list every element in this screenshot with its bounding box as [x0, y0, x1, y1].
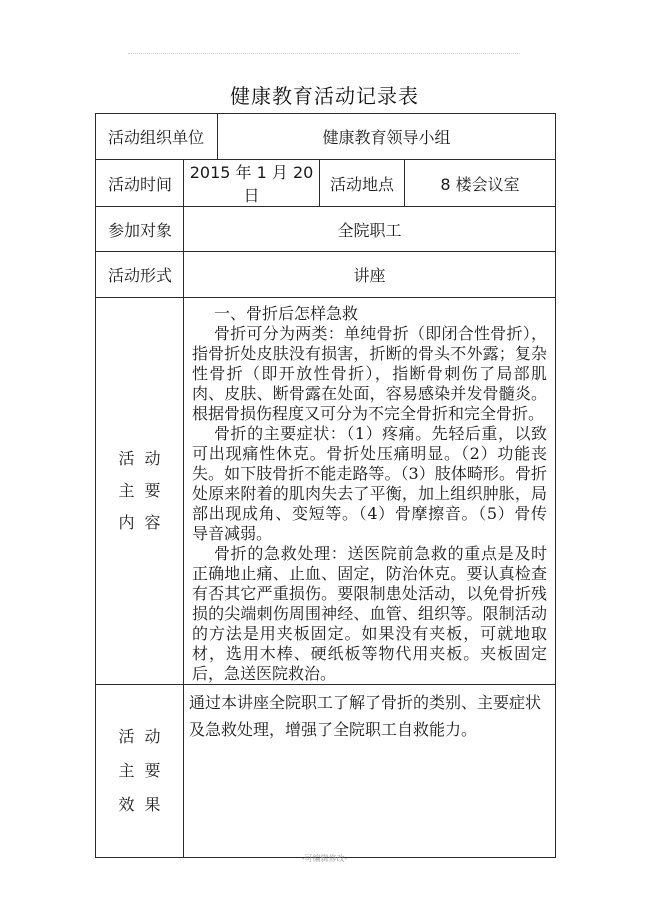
content-paragraph-first-aid: 骨折的急救处理：送医院前急救的重点是及时正确地止痛、止血、固定，防治休克。要认真检查有否其它严重损伤。要限制患处活动，以免骨折残损的尖端刺伤周围神经、血管、组织等。限制活动的方法是用夹板固定。如果没有夹板，可就地取材，选用木棒、硬纸板等物代用夹板。夹板固定后，急送医院救治。 — [192, 544, 548, 683]
participants-value: 全院职工 — [184, 207, 556, 252]
content-label-line-3: 内容 — [118, 513, 171, 532]
effect-row — [96, 685, 556, 858]
format-label: 活动形式 — [96, 252, 184, 298]
activity-record-table — [95, 113, 556, 858]
content-body — [184, 298, 556, 685]
format-row — [96, 252, 556, 298]
page-footer: -可编辑修改- — [301, 854, 348, 863]
time-label: 活动时间 — [96, 160, 184, 207]
effect-label-line-2: 主要 — [118, 761, 171, 780]
location-value: 8 楼会议室 — [405, 160, 556, 207]
participants-row — [96, 207, 556, 252]
document-title: 健康教育活动记录表 — [230, 84, 419, 108]
effect-label-line-3: 效果 — [118, 795, 171, 814]
content-label — [96, 298, 184, 685]
header-rule — [128, 53, 520, 54]
effect-label — [96, 685, 184, 858]
format-value: 讲座 — [184, 252, 556, 298]
organizer-label: 活动组织单位 — [96, 114, 218, 160]
content-label-line-2: 主要 — [118, 481, 171, 500]
content-paragraph-classification: 骨折可分为两类：单纯骨折（即闭合性骨折），指骨折处皮肤没有损害，折断的骨头不外露；复杂性骨折（即开放性骨折），指断骨刺伤了局部肌肉、皮肤、断骨露在处面，容易感染并发骨髓炎。根据骨损伤程度又可分为不完全骨折和完全骨折。 — [192, 324, 548, 423]
organizer-row — [96, 114, 556, 160]
content-label-line-1: 活动 — [118, 449, 171, 468]
effect-body — [184, 685, 556, 858]
participants-label: 参加对象 — [96, 207, 184, 252]
organizer-value: 健康教育领导小组 — [218, 114, 556, 160]
content-heading: 一、骨折后怎样急救 — [214, 304, 359, 323]
content-row — [96, 298, 556, 685]
effect-label-line-1: 活动 — [118, 727, 171, 746]
effect-text: 通过本讲座全院职工了解了骨折的类别、主要症状及急救处理，增强了全院职工自救能力。 — [189, 693, 542, 739]
content-paragraph-symptoms: 骨折的主要症状：（1）疼痛。先轻后重，以致可出现痛性休克。骨折处压痛明显。（2）功能丧失。如下肢骨折不能走路等。（3）肢体畸形。骨折处原来附着的肌肉失去了平衡，加上组织肿胀，局部出现成角、变短等。（4）骨摩擦音。（5）骨传导音减弱。 — [192, 424, 548, 543]
time-value: 2015 年 1 月 20 日 — [184, 160, 320, 207]
location-label: 活动地点 — [320, 160, 405, 207]
time-location-row — [96, 160, 556, 207]
